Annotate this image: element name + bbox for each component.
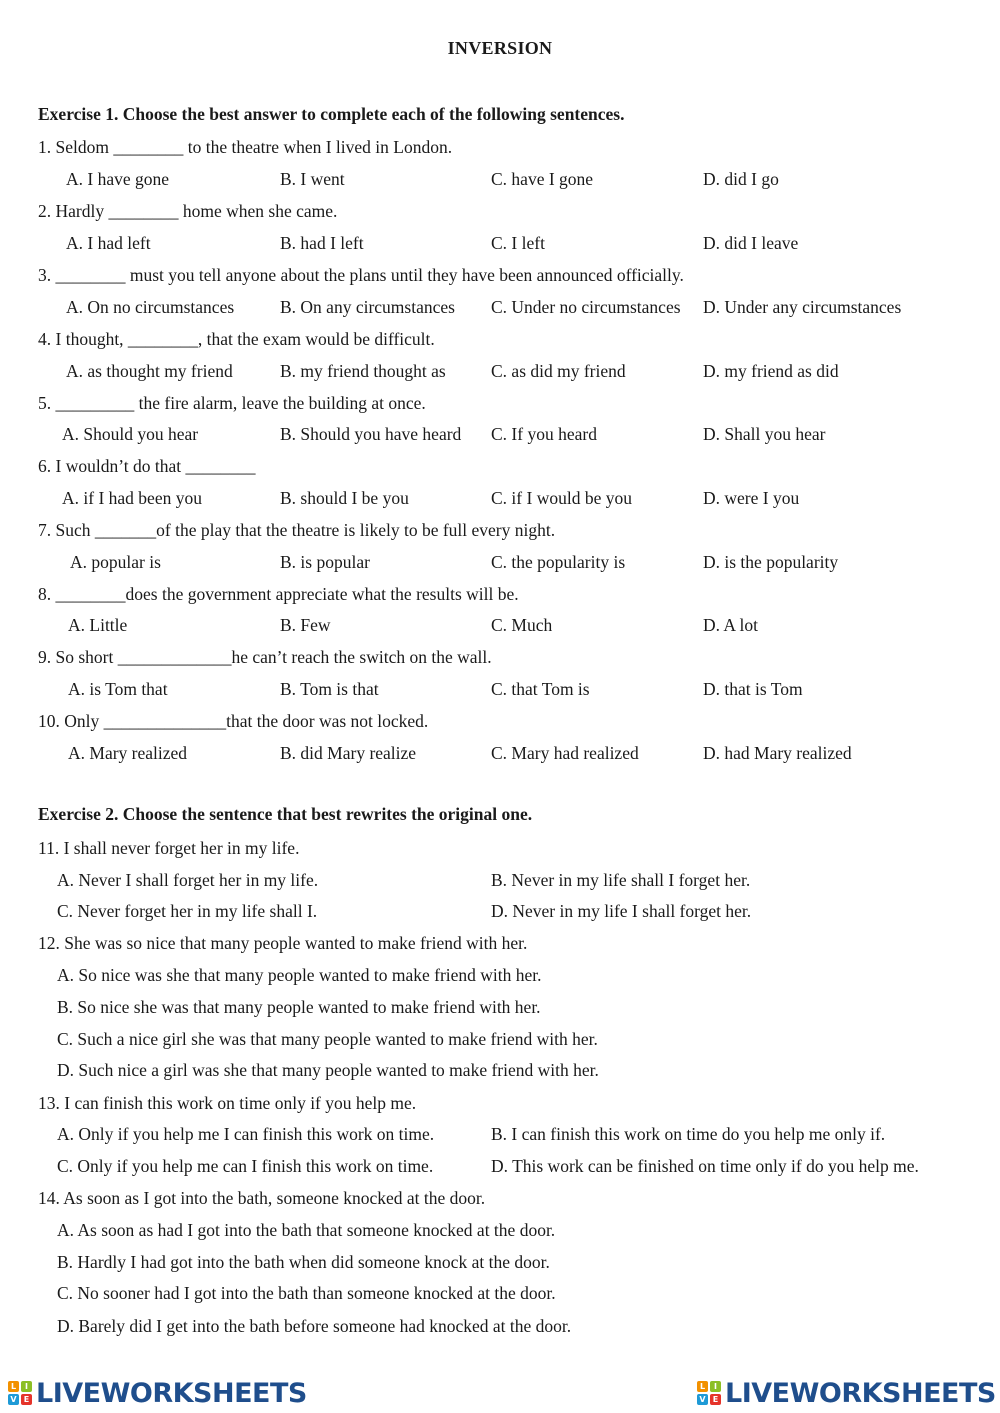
- q12-option-c[interactable]: C. Such a nice girl she was that many people wanted to make friend with her.: [57, 1029, 598, 1049]
- q13-option-b[interactable]: B. I can finish this work on time do you help me only if.: [491, 1124, 886, 1144]
- q9-option-b[interactable]: B. Tom is that: [280, 679, 379, 699]
- q11-option-a[interactable]: A. Never I shall forget her in my life.: [57, 870, 319, 890]
- q9-option-a[interactable]: A. is Tom that: [68, 679, 168, 699]
- q1-option-c[interactable]: C. have I gone: [491, 169, 594, 189]
- q8-option-b[interactable]: B. Few: [280, 615, 331, 635]
- logo-tile-i: I: [710, 1381, 721, 1392]
- q13-option-a[interactable]: A. Only if you help me I can finish this work on time.: [57, 1124, 435, 1144]
- q9-option-c[interactable]: C. that Tom is: [491, 679, 590, 699]
- question-9: 9. So short _____________he can’t reach the switch on the wall.: [38, 647, 492, 667]
- q2-option-a[interactable]: A. I had left: [66, 233, 151, 253]
- q11-option-b[interactable]: B. Never in my life shall I forget her.: [491, 870, 751, 890]
- q5-option-a[interactable]: A. Should you hear: [62, 424, 199, 444]
- q1-option-b[interactable]: B. I went: [280, 169, 345, 189]
- q5-option-c[interactable]: C. If you heard: [491, 424, 597, 444]
- q6-option-c[interactable]: C. if I would be you: [491, 488, 632, 508]
- footer-logo-left[interactable]: [8, 1376, 307, 1410]
- question-2: 2. Hardly ________ home when she came.: [38, 201, 338, 221]
- question-10: 10. Only ______________that the door was not locked.: [38, 711, 429, 731]
- liveworksheets-logo-icon: [697, 1381, 721, 1405]
- q14-option-a[interactable]: A. As soon as had I got into the bath that someone knocked at the door.: [57, 1220, 556, 1240]
- logo-tile-i: I: [21, 1381, 32, 1392]
- q5-option-b[interactable]: B. Should you have heard: [280, 424, 462, 444]
- question-4: 4. I thought, ________, that the exam would be difficult.: [38, 329, 435, 349]
- question-14: 14. As soon as I got into the bath, someone knocked at the door.: [38, 1188, 486, 1208]
- brand-name: LIVEWORKSHEETS: [36, 1377, 307, 1409]
- q1-option-a[interactable]: A. I have gone: [66, 169, 170, 189]
- q10-option-a[interactable]: A. Mary realized: [68, 743, 188, 763]
- question-1: 1. Seldom ________ to the theatre when I lived in London.: [38, 137, 453, 157]
- question-6: 6. I wouldn’t do that ________: [38, 456, 256, 476]
- q3-option-d[interactable]: D. Under any circumstances: [703, 297, 902, 317]
- q9-option-d[interactable]: D. that is Tom: [703, 679, 803, 699]
- q8-option-a[interactable]: A. Little: [68, 615, 128, 635]
- q4-option-d[interactable]: D. my friend as did: [703, 361, 839, 381]
- logo-tile-e: E: [21, 1394, 32, 1405]
- question-13: 13. I can finish this work on time only if you help me.: [38, 1093, 417, 1113]
- q8-option-c[interactable]: C. Much: [491, 615, 553, 635]
- q3-option-a[interactable]: A. On no circumstances: [66, 297, 235, 317]
- q11-option-c[interactable]: C. Never forget her in my life shall I.: [57, 901, 318, 921]
- q8-option-d[interactable]: D. A lot: [703, 615, 758, 635]
- q4-option-b[interactable]: B. my friend thought as: [280, 361, 446, 381]
- q5-option-d[interactable]: D. Shall you hear: [703, 424, 826, 444]
- q4-option-c[interactable]: C. as did my friend: [491, 361, 626, 381]
- q10-option-b[interactable]: B. did Mary realize: [280, 743, 417, 763]
- logo-tile-l: L: [8, 1381, 19, 1392]
- q14-option-c[interactable]: C. No sooner had I got into the bath than someone knocked at the door.: [57, 1283, 556, 1303]
- q10-option-d[interactable]: D. had Mary realized: [703, 743, 852, 763]
- q12-option-d[interactable]: D. Such nice a girl was she that many people wanted to make friend with her.: [57, 1060, 599, 1080]
- q2-option-b[interactable]: B. had I left: [280, 233, 364, 253]
- q10-option-c[interactable]: C. Mary had realized: [491, 743, 639, 763]
- q13-option-d[interactable]: D. This work can be finished on time only if do you help me.: [491, 1156, 919, 1176]
- q3-option-c[interactable]: C. Under no circumstances: [491, 297, 681, 317]
- question-5: 5. _________ the fire alarm, leave the building at once.: [38, 393, 426, 413]
- q6-option-a[interactable]: A. if I had been you: [62, 488, 202, 508]
- logo-tile-l: L: [697, 1381, 708, 1392]
- q2-option-d[interactable]: D. did I leave: [703, 233, 799, 253]
- q12-option-a[interactable]: A. So nice was she that many people wanted to make friend with her.: [57, 965, 542, 985]
- exercise-2-heading: Exercise 2. Choose the sentence that best rewrites the original one.: [38, 804, 533, 824]
- exercise-1-heading: Exercise 1. Choose the best answer to complete each of the following sentences.: [38, 104, 625, 124]
- q4-option-a[interactable]: A. as thought my friend: [66, 361, 233, 381]
- footer-logo-right[interactable]: [697, 1376, 996, 1410]
- q7-option-a[interactable]: A. popular is: [70, 552, 161, 572]
- q7-option-b[interactable]: B. is popular: [280, 552, 370, 572]
- q7-option-c[interactable]: C. the popularity is: [491, 552, 626, 572]
- logo-tile-v: V: [8, 1394, 19, 1405]
- q6-option-d[interactable]: D. were I you: [703, 488, 800, 508]
- logo-tile-e: E: [710, 1394, 721, 1405]
- q14-option-d[interactable]: D. Barely did I get into the bath before someone had knocked at the door.: [57, 1316, 572, 1336]
- q13-option-c[interactable]: C. Only if you help me can I finish this work on time.: [57, 1156, 434, 1176]
- question-8: 8. ________does the government appreciate what the results will be.: [38, 584, 519, 604]
- q11-option-d[interactable]: D. Never in my life I shall forget her.: [491, 901, 752, 921]
- logo-tile-v: V: [697, 1394, 708, 1405]
- q3-option-b[interactable]: B. On any circumstances: [280, 297, 455, 317]
- question-12: 12. She was so nice that many people wanted to make friend with her.: [38, 933, 528, 953]
- question-3: 3. ________ must you tell anyone about the plans until they have been announced officially.: [38, 265, 684, 285]
- liveworksheets-logo-icon: [8, 1381, 32, 1405]
- page-title: INVERSION: [447, 38, 553, 58]
- q14-option-b[interactable]: B. Hardly I had got into the bath when did someone knock at the door.: [57, 1252, 550, 1272]
- q6-option-b[interactable]: B. should I be you: [280, 488, 409, 508]
- question-7: 7. Such _______of the play that the theatre is likely to be full every night.: [38, 520, 556, 540]
- q12-option-b[interactable]: B. So nice she was that many people wanted to make friend with her.: [57, 997, 541, 1017]
- q7-option-d[interactable]: D. is the popularity: [703, 552, 839, 572]
- q1-option-d[interactable]: D. did I go: [703, 169, 779, 189]
- brand-name: LIVEWORKSHEETS: [725, 1377, 996, 1409]
- question-11: 11. I shall never forget her in my life.: [38, 838, 300, 858]
- q2-option-c[interactable]: C. I left: [491, 233, 545, 253]
